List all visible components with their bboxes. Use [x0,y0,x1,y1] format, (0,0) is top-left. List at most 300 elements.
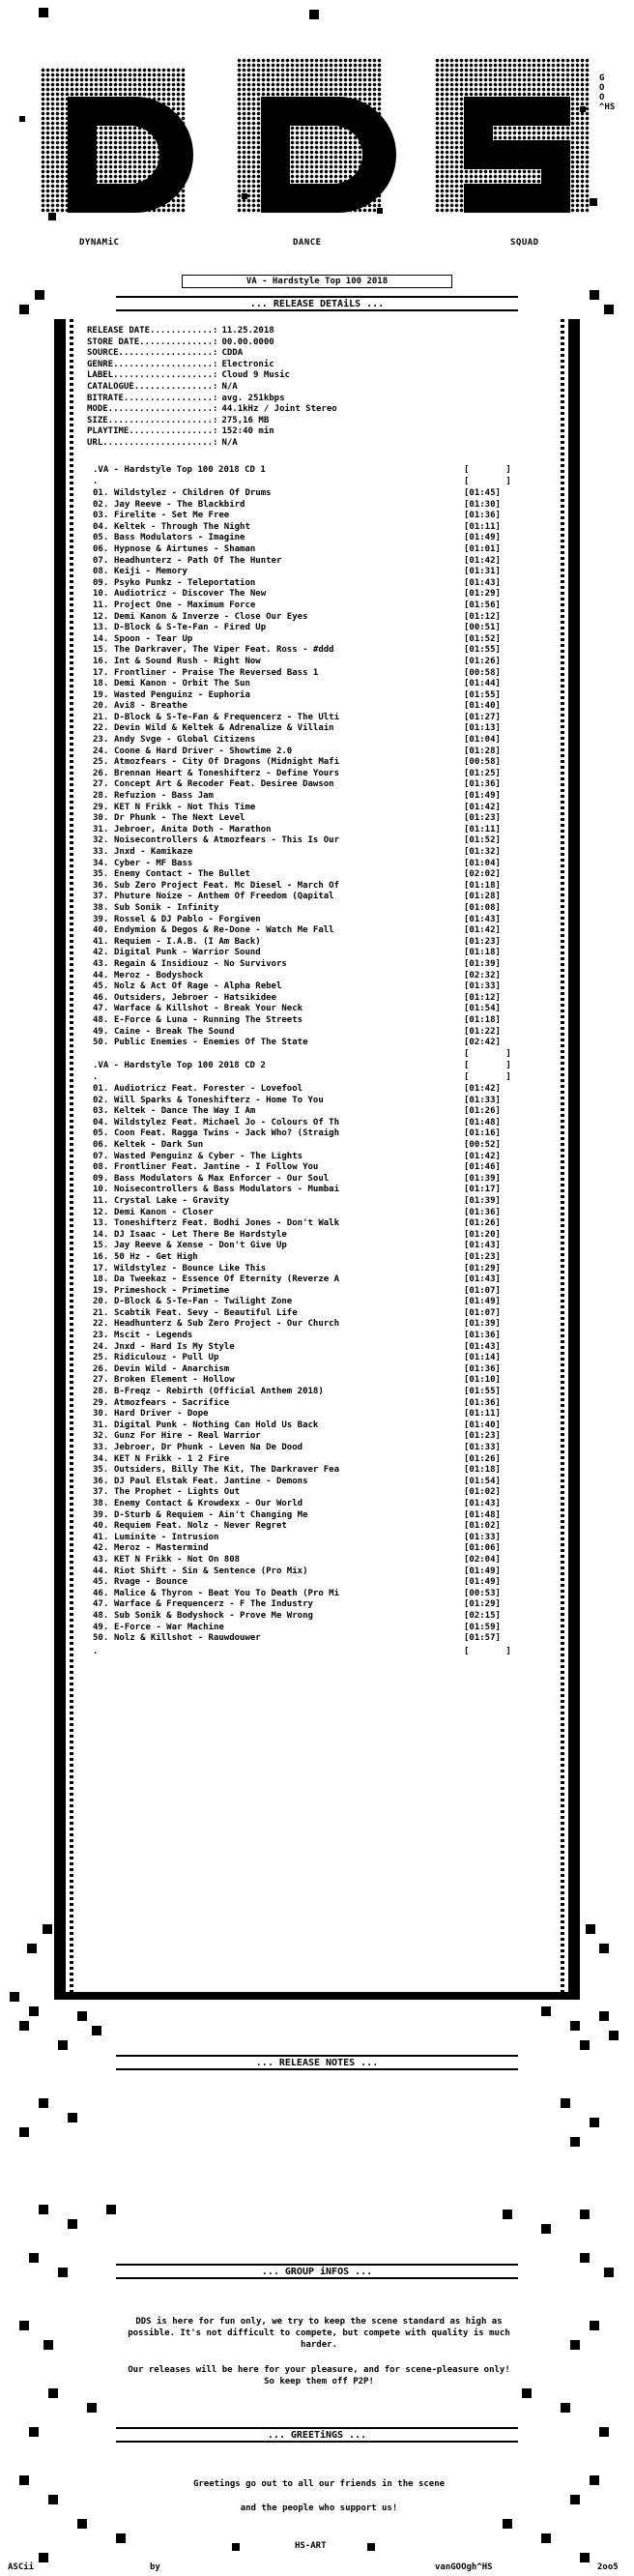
track-number: 24. [93,746,109,756]
track-title: Public Enemies - Enemies Of The State [114,1038,308,1048]
track-title: Psyko Punkz - Teleportation [114,577,256,588]
track-number: 10. [93,1185,109,1195]
greetings-line2: and the people who support us! [240,2503,398,2513]
detail-key: URL.....................: [87,437,218,448]
track-number: 29. [93,802,109,812]
track-title: The Prophet - Lights Out [114,1487,241,1498]
track-title: Toneshifterz Feat. Bodhi Jones - Don't Walk [114,1218,339,1229]
cd2-bracket: [ ] [464,1061,511,1070]
track-number: 34. [93,858,109,868]
track-title: Endymion & Degos & Re-Done - Watch Me Fall [114,925,334,936]
track-duration: [01:40] [464,701,501,712]
track-title: Cyber - MF Bass [114,858,193,868]
track-number: 29. [93,1397,109,1408]
track-row [93,859,518,870]
track-title: Nolz & Killshot - Rauwdouwer [114,1633,261,1644]
cd1-bracket: [ ] [464,465,511,475]
ascii-logo [0,0,634,276]
track-duration: [01:13] [464,723,501,734]
track-duration: [01:55] [464,1387,501,1397]
track-title: Dr Phunk - The Next Level [114,813,245,824]
track-title: Broken Element - Hollow [114,1375,235,1386]
track-title: Keltek - Through The Night [114,521,250,532]
track-duration: [01:49] [464,1566,501,1576]
detail-row [87,416,493,427]
track-title: E-Force - War Machine [114,1622,224,1632]
track-row [93,825,518,836]
track-row [93,1443,518,1454]
track-title: Warface & Frequencerz - F The Industry [114,1599,313,1610]
track-number: 38. [93,1498,109,1508]
track-title: Headhunterz & Sub Zero Project - Our Church [114,1319,339,1330]
track-title: Meroz - Mastermind [114,1543,209,1554]
track-number: 17. [93,1263,109,1273]
track-number: 11. [93,600,109,610]
track-duration: [00:53] [464,1588,501,1598]
track-title: D-Sturb & Requiem - Ain't Changing Me [114,1509,308,1520]
track-duration: [01:39] [464,1173,501,1184]
track-title: Ridiculouz - Pull Up [114,1353,219,1363]
track-row [93,701,518,713]
track-number: 38. [93,902,109,913]
track-title: Caine - Break The Sound [114,1026,235,1037]
track-row [93,1004,518,1015]
track-title: Luminite - Intrusion [114,1532,219,1542]
track-duration: [01:18] [464,1014,501,1025]
track-title: Rossel & DJ Pablo - Forgiven [114,914,261,924]
cd2-bracket-2: [ ] [464,1072,511,1082]
detail-value: 11.25.2018 [221,326,274,336]
track-row [93,1398,518,1410]
track-duration: [01:29] [464,1263,501,1273]
track-duration: [01:28] [464,746,501,756]
track-row [93,589,518,600]
track-title: Regain & Insidiouz - No Survivors [114,958,287,969]
track-duration: [01:55] [464,689,501,700]
track-row [93,1623,518,1634]
logo-label-dance: DANCE [293,238,322,248]
track-number: 16. [93,1251,109,1262]
track-duration: [01:42] [464,555,501,566]
greetings-line1: Greetings go out to all our friends in the scene [192,2479,446,2489]
track-title: Mscit - Legends [114,1331,193,1341]
track-title: Jnxd - Kamikaze [114,847,193,857]
detail-value: N/A [221,381,238,392]
track-row [93,1510,518,1522]
track-number: 30. [93,1409,109,1420]
detail-key: MODE....................: [87,404,218,415]
track-duration: [02:02] [464,869,501,880]
track-duration: [01:44] [464,679,501,689]
track-number: 31. [93,1420,109,1430]
track-duration: [01:04] [464,858,501,868]
track-row [93,1162,518,1174]
track-title: Rvage - Bounce [114,1577,187,1588]
detail-row [87,337,493,349]
track-duration: [02:04] [464,1554,501,1565]
track-number: 42. [93,948,109,958]
track-duration: [01:08] [464,902,501,913]
track-number: 48. [93,1610,109,1621]
track-row [93,1555,518,1566]
track-title: Scabtik Feat. Sevy - Beautiful Life [114,1307,298,1318]
track-row [93,937,518,949]
track-number: 10. [93,589,109,600]
track-title: Coone & Hard Driver - Showtime 2.0 [114,746,293,756]
track-number: 12. [93,1207,109,1217]
group-infos-para2: Our releases will be here for your pleasure, and for scene-pleasure only! So keep them off P2P! [128,2365,510,2386]
track-number: 43. [93,958,109,969]
track-duration: [01:59] [464,1622,501,1632]
track-duration: [01:10] [464,1375,501,1386]
track-row [93,488,518,500]
track-number: 03. [93,1106,109,1117]
track-number: 18. [93,679,109,689]
track-title: Concept Art & Recoder Feat. Desiree Dawson [114,779,334,790]
release-details-header: ... RELEASE DETAiLS ... [116,296,518,311]
track-duration: [01:23] [464,936,501,947]
track-title: Sub Zero Project Feat. Mc Diesel - March Of [114,880,339,891]
track-duration: [01:49] [464,1577,501,1588]
footer-by: by [150,2562,160,2572]
track-title: Digital Punk - Nothing Can Hold Us Back [114,1420,319,1430]
track-row [93,1038,518,1049]
track-title: D-Block & S-Te-Fan - Fired Up [114,623,267,633]
track-duration: [01:02] [464,1487,501,1498]
detail-value: Cloud 9 Music [221,370,290,381]
track-duration: [01:26] [464,1106,501,1117]
track-title: Sub Sonik - Infinity [114,902,219,913]
track-number: 14. [93,633,109,644]
track-duration: [01:27] [464,712,501,722]
track-title: Brennan Heart & Toneshifterz - Define Yours [114,768,339,778]
footer-year: 2oo5 [597,2562,619,2572]
track-row [93,1286,518,1298]
track-number: 50. [93,1633,109,1644]
track-number: 19. [93,689,109,700]
track-row [93,556,518,568]
track-number: 36. [93,880,109,891]
track-row [93,757,518,769]
track-number: 36. [93,1476,109,1486]
track-duration: [01:33] [464,981,501,992]
track-title: Atmozfears - Sacrifice [114,1397,230,1408]
track-number: 28. [93,1387,109,1397]
track-title: Avi8 - Breathe [114,701,187,712]
track-number: 45. [93,981,109,992]
track-row [93,1084,518,1096]
track-duration: [01:29] [464,1599,501,1610]
track-number: 22. [93,723,109,734]
track-number: 01. [93,1084,109,1094]
track-duration: [01:52] [464,633,501,644]
detail-row [87,360,493,371]
track-number: 35. [93,869,109,880]
track-row [93,500,518,512]
track-title: Hypnose & Airtunes - Shaman [114,543,256,554]
track-duration: [01:33] [464,1095,501,1105]
track-title: Sub Sonik & Bodyshock - Prove Me Wrong [114,1610,313,1621]
track-number: 09. [93,577,109,588]
track-row [93,881,518,893]
track-row [93,1297,518,1308]
track-row [93,1264,518,1275]
track-number: 41. [93,1532,109,1542]
track-row [93,623,518,634]
track-duration: [01:11] [464,824,501,834]
detail-value: 152:40 min [221,426,274,437]
track-title: Devin Wild - Anarchism [114,1363,230,1374]
track-number: 25. [93,757,109,768]
track-duration: [01:06] [464,1543,501,1554]
track-number: 01. [93,488,109,498]
track-number: 13. [93,1218,109,1229]
track-title: Wildstylez - Children Of Drums [114,488,272,498]
track-duration: [01:28] [464,892,501,902]
track-row [93,1152,518,1163]
track-row [93,1185,518,1196]
logo-label-squad: SQUAD [510,238,539,248]
cd1-bracket-2: [ ] [464,477,511,486]
track-title: 50 Hz - Get High [114,1251,198,1262]
detail-key: BITRATE.................: [87,393,218,403]
track-row [93,1015,518,1027]
track-title: Jay Reeve & Xense - Don't Give Up [114,1241,287,1251]
track-number: 08. [93,1162,109,1173]
track-number: 33. [93,847,109,857]
track-title: Audiotricz - Discover The New [114,589,267,600]
track-duration: [01:45] [464,488,501,498]
track-title: Demi Kanon - Orbit The Sun [114,679,250,689]
track-title: Demi Kanon & Inverze - Close Our Eyes [114,611,308,622]
cd1-dot: . [93,477,99,486]
cd1-title: .VA - Hardstyle Top 100 2018 CD 1 [93,465,266,475]
detail-key: GENRE...................: [87,359,218,369]
track-row [93,1589,518,1600]
track-duration: [01:18] [464,1465,501,1476]
detail-key: CATALOGUE...............: [87,381,218,392]
track-title: Coon Feat. Ragga Twins - Jack Who? (Straigh [114,1128,339,1139]
track-duration: [01:48] [464,1117,501,1127]
track-row [93,803,518,814]
track-duration: [01:14] [464,1353,501,1363]
detail-key: LABEL...................: [87,370,218,381]
cd2-bracket-top: [ ] [464,1049,511,1059]
detail-value: 44.1kHz / Joint Stereo [221,404,337,415]
track-title: Will Sparks & Toneshifterz - Home To You [114,1095,324,1105]
track-duration: [01:36] [464,1397,501,1408]
detail-value: N/A [221,437,238,448]
track-number: 39. [93,1509,109,1520]
detail-value: 275,16 MB [221,415,270,425]
track-number: 47. [93,1004,109,1014]
detail-key: PLAYTIME................: [87,426,218,437]
track-row [93,971,518,982]
track-row [93,1274,518,1286]
track-title: Noisecontrollers & Atmozfears - This Is Our [114,835,339,846]
track-duration: [01:48] [464,1509,501,1520]
detail-row [87,348,493,360]
side-credit-3: O [599,93,605,102]
track-row [93,1128,518,1140]
track-title: Demi Kanon - Closer [114,1207,214,1217]
track-duration: [01:43] [464,577,501,588]
track-row [93,1577,518,1589]
track-duration: [01:11] [464,1409,501,1420]
track-duration: [01:40] [464,1420,501,1430]
track-duration: [01:46] [464,1162,501,1173]
track-row [93,723,518,735]
track-duration: [01:36] [464,1207,501,1217]
track-title: Andy Svge - Global Citizens [114,735,256,746]
track-row [93,1364,518,1376]
track-number: 43. [93,1554,109,1565]
track-row [93,892,518,903]
track-row [93,915,518,926]
track-title: Spoon - Tear Up [114,633,193,644]
track-title: KET N Frikk - Not On 808 [114,1554,241,1565]
track-row [93,813,518,825]
track-number: 46. [93,1588,109,1598]
track-title: Jebroer, Anita Doth - Marathon [114,824,272,834]
track-title: Project One - Maximum Force [114,600,256,610]
track-title: Malice & Thyron - Beat You To Death (Pro Mi [114,1588,339,1598]
track-title: Keltek - Dance The Way I Am [114,1106,256,1117]
track-duration: [01:23] [464,1251,501,1262]
release-notes-header: ... RELEASE NOTES ... [116,2055,518,2070]
track-number: 07. [93,1151,109,1161]
detail-row [87,370,493,382]
track-number: 33. [93,1443,109,1452]
track-duration: [01:54] [464,1004,501,1014]
track-number: 05. [93,1128,109,1139]
track-number: 12. [93,611,109,622]
footer-ascii: ASCii [8,2562,35,2572]
track-duration: [01:07] [464,1285,501,1296]
track-number: 25. [93,1353,109,1363]
track-duration: [01:36] [464,1363,501,1374]
track-row [93,1487,518,1499]
track-title: Gunz For Hire - Real Warrior [114,1431,261,1442]
side-credit-4: ^HS [599,102,616,112]
detail-row [87,404,493,416]
track-title: Nolz & Act Of Rage - Alpha Rebel [114,981,282,992]
track-row [93,1196,518,1208]
track-duration: [00:58] [464,757,501,768]
track-title: Devin Wild & Keltek & Adrenalize & Villain [114,723,334,734]
track-duration: [01:36] [464,1331,501,1341]
track-row [93,981,518,993]
cd2-tracklist [93,1084,518,1645]
track-row [93,1611,518,1623]
track-row [93,1566,518,1578]
track-row [93,1353,518,1364]
track-duration: [01:49] [464,533,501,543]
track-row [93,657,518,668]
track-duration: [01:56] [464,600,501,610]
track-title: Outsiders, Jebroer - Hatsikidee [114,992,276,1003]
track-title: KET N Frikk - 1 2 Fire [114,1453,230,1464]
track-duration: [01:57] [464,1633,501,1644]
track-row [93,791,518,803]
track-row [93,533,518,544]
detail-value: Electronic [221,359,274,369]
track-duration: [01:11] [464,521,501,532]
track-duration: [01:18] [464,948,501,958]
track-title: KET N Frikk - Not This Time [114,802,256,812]
track-row [93,1521,518,1533]
track-title: Refuzion - Bass Jam [114,791,214,802]
track-row [93,1140,518,1152]
track-title: Frontliner - Praise The Reversed Bass 1 [114,667,319,678]
track-number: 48. [93,1014,109,1025]
track-row [93,1533,518,1544]
track-title: Audiotricz Feat. Forester - Lovefool [114,1084,303,1094]
track-row [93,769,518,780]
track-number: 41. [93,936,109,947]
track-row [93,1499,518,1510]
track-duration: [01:43] [464,1498,501,1508]
track-row [93,600,518,612]
track-title: Enemy Contact & Krowdexx - Our World [114,1498,303,1508]
track-duration: [01:25] [464,768,501,778]
release-title: VA - Hardstyle Top 100 2018 [182,275,452,288]
track-row [93,993,518,1005]
track-number: 08. [93,567,109,577]
track-duration: [01:43] [464,1274,501,1285]
track-duration: [01:36] [464,511,501,521]
track-title: DJ Paul Elstak Feat. Jantine - Demons [114,1476,308,1486]
track-number: 37. [93,892,109,902]
frame-left-rail [54,319,66,1997]
logo-art [0,0,634,276]
cd2-bracket-end: [ ] [464,1647,511,1656]
track-row [93,1308,518,1320]
track-row [93,735,518,746]
track-duration: [01:49] [464,791,501,802]
track-duration: [01:04] [464,735,501,746]
track-number: 34. [93,1453,109,1464]
cd1-tracklist [93,488,518,1049]
track-duration: [01:16] [464,1128,501,1139]
track-row [93,634,518,646]
track-duration: [01:42] [464,802,501,812]
track-duration: [01:20] [464,1229,501,1240]
track-duration: [01:07] [464,1307,501,1318]
track-duration: [01:43] [464,1341,501,1352]
track-title: Crystal Lake - Gravity [114,1195,230,1206]
track-row [93,1465,518,1477]
track-number: 39. [93,914,109,924]
track-number: 22. [93,1319,109,1330]
track-row [93,1241,518,1252]
track-number: 04. [93,1117,109,1127]
track-title: Bass Modulators - Imagine [114,533,245,543]
track-duration: [01:12] [464,992,501,1003]
detail-value: avg. 251kbps [221,393,285,403]
track-row [93,544,518,556]
track-row [93,1106,518,1118]
track-row [93,1342,518,1354]
track-number: 11. [93,1195,109,1206]
track-number: 02. [93,499,109,510]
side-credit-2: O [599,83,605,93]
track-duration: [01:22] [464,1026,501,1037]
track-number: 27. [93,1375,109,1386]
track-row [93,645,518,657]
track-number: 49. [93,1026,109,1037]
detail-value: 00.00.0000 [221,337,274,347]
